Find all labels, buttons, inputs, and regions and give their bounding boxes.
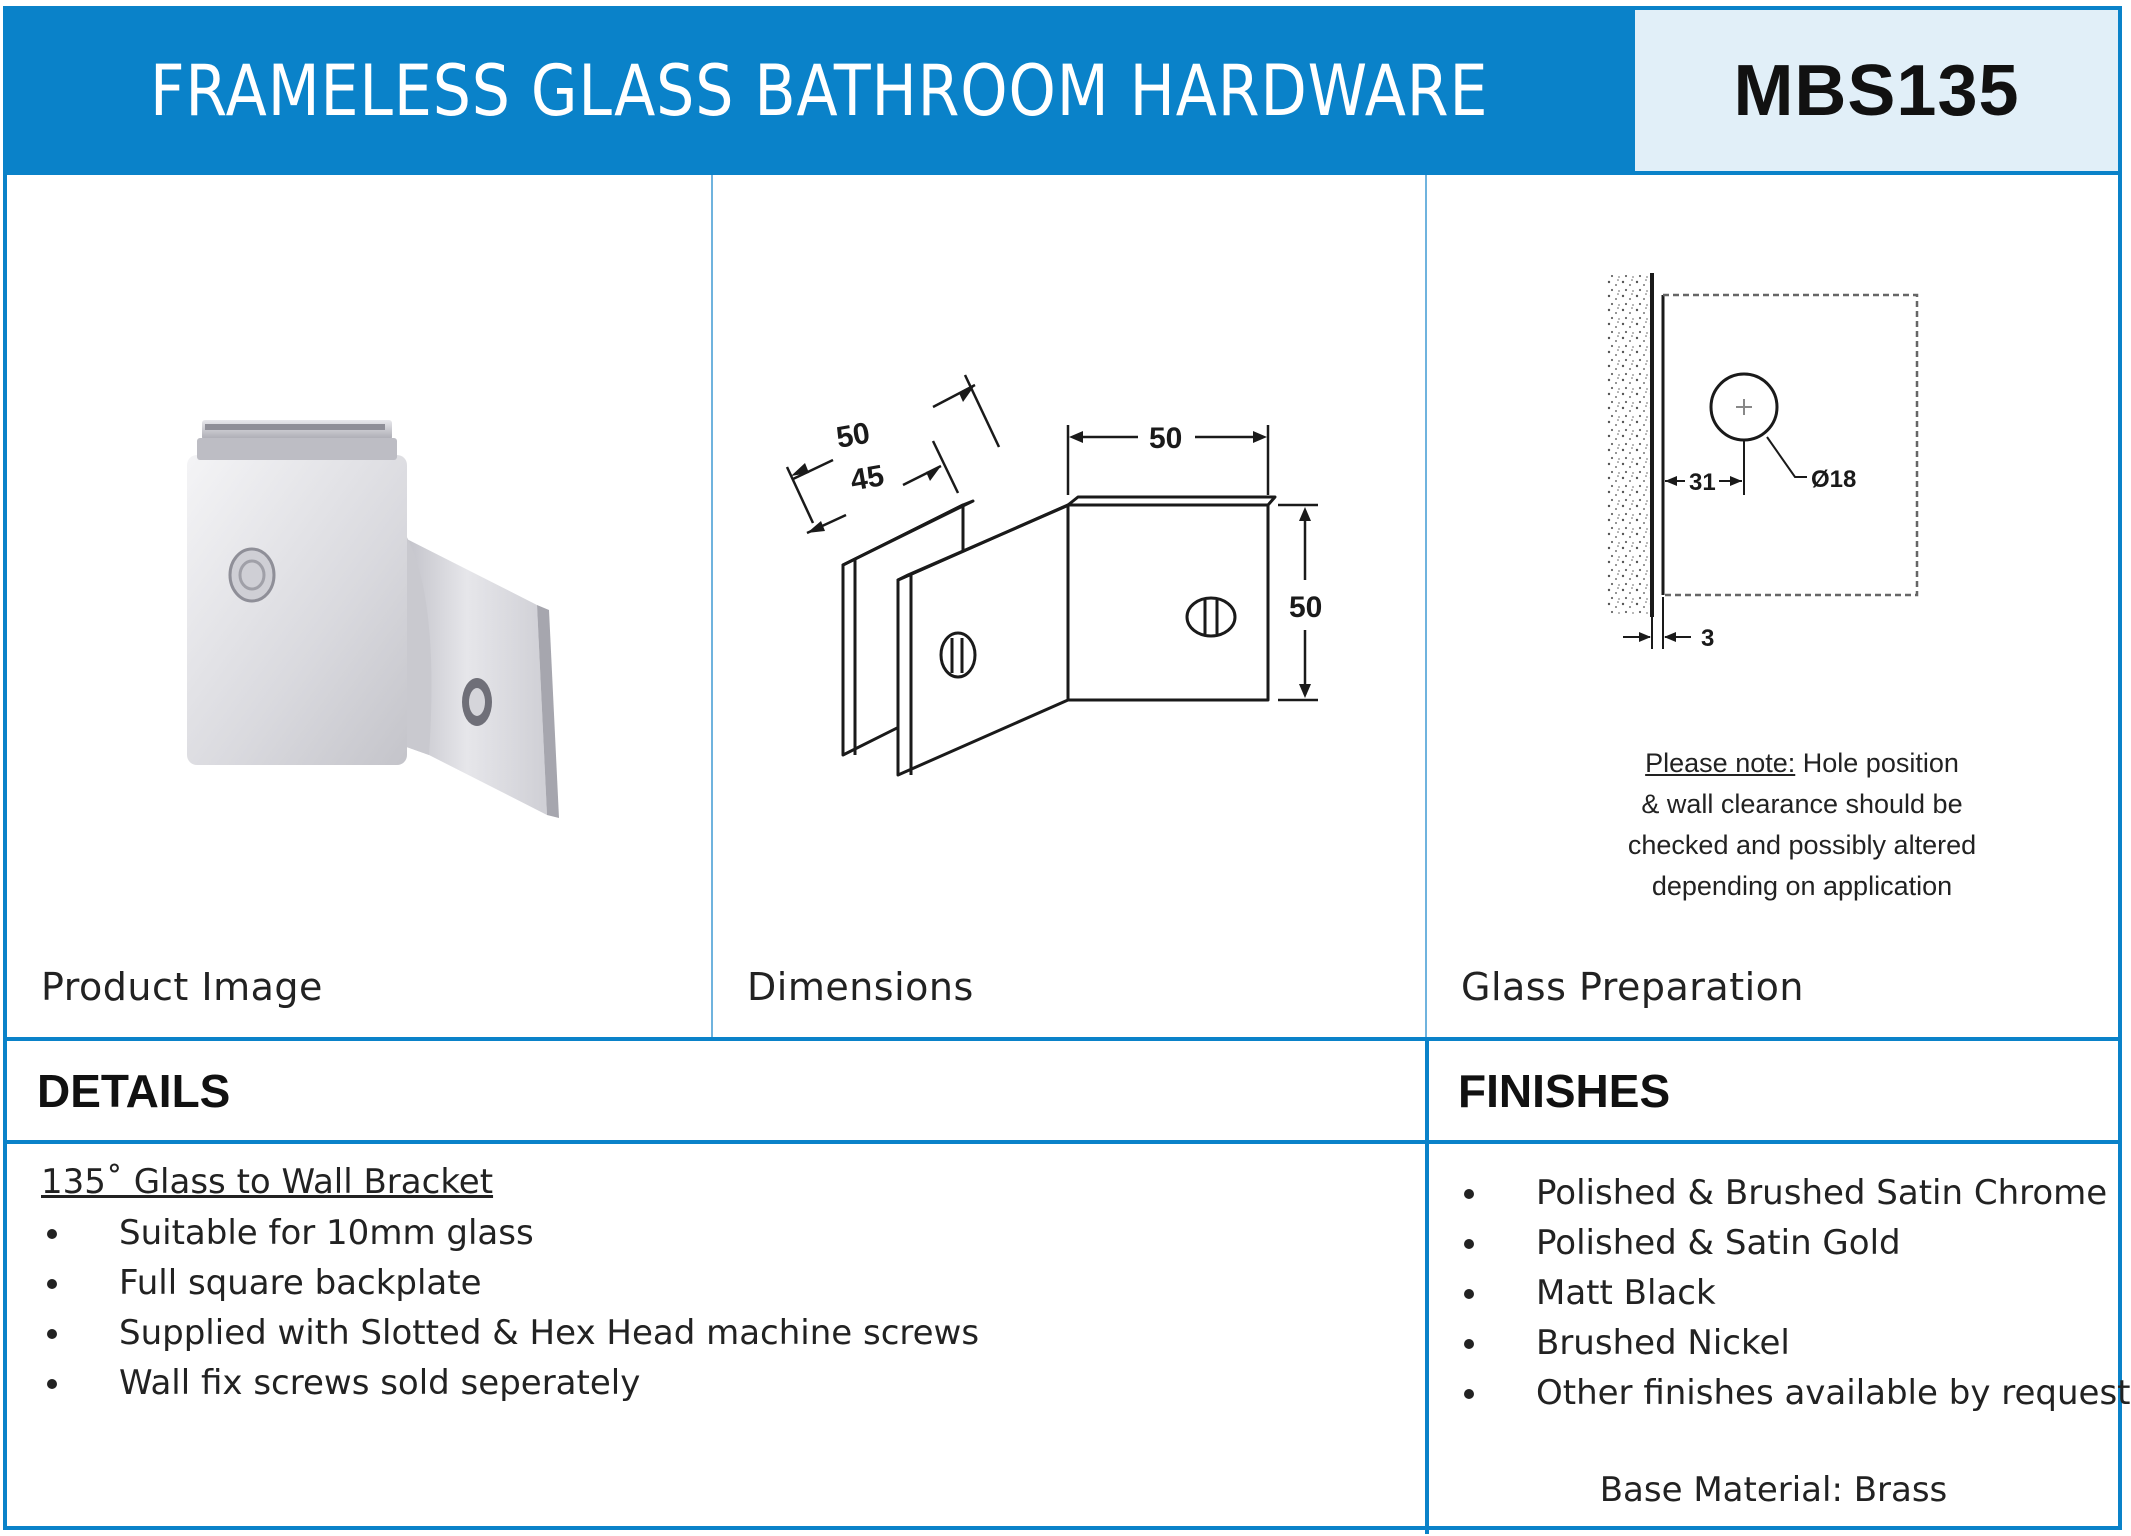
finishes-list	[1458, 1168, 2131, 1418]
finishes-section	[1458, 1168, 2131, 1418]
finish-item: Polished & Satin Gold	[1458, 1218, 2108, 1268]
details-heading: DETAILS	[37, 1064, 231, 1117]
glass-prep-note	[1587, 743, 2017, 907]
details-item: Wall fix screws sold seperately	[41, 1358, 1411, 1408]
note-line-3: checked and possibly altered	[1627, 830, 1977, 860]
details-item: Supplied with Slotted & Hex Head machine screws	[41, 1308, 1411, 1358]
dimension-drawing	[763, 355, 1383, 915]
product-image-label: Product Image	[41, 965, 323, 1009]
product-image-panel	[7, 175, 713, 1037]
dimensions-panel	[713, 175, 1427, 1037]
product-code: MBS135	[1733, 50, 2020, 131]
details-list	[41, 1208, 1411, 1408]
bullet-icon	[1464, 1289, 1474, 1299]
section-divider-heading	[7, 1140, 2118, 1144]
glass-prep-drawing	[1607, 265, 2027, 705]
product-code-box	[1631, 10, 2118, 171]
bullet-icon	[1464, 1189, 1474, 1199]
details-lead: 135˚ Glass to Wall Bracket	[41, 1162, 494, 1202]
finish-item: Polished & Brushed Satin Chrome	[1458, 1168, 2108, 1218]
finishes-heading: FINISHES	[1458, 1064, 1671, 1117]
finish-item: Brushed Nickel	[1458, 1318, 2108, 1368]
details-item: Suitable for 10mm glass	[41, 1208, 1411, 1258]
dim-outer-length: 50	[833, 416, 873, 455]
details-item: Full square backplate	[41, 1258, 1411, 1308]
bullet-icon	[1464, 1389, 1474, 1399]
bullet-icon	[47, 1329, 57, 1339]
glass-edge-offset: 31	[1689, 469, 1716, 496]
bullet-icon	[1464, 1239, 1474, 1249]
product-photo	[167, 410, 587, 830]
bullet-icon	[47, 1379, 57, 1389]
dimensions-label: Dimensions	[747, 965, 974, 1009]
bullet-icon	[1464, 1339, 1474, 1349]
column-divider	[1425, 1037, 1429, 1534]
glass-preparation-panel	[1427, 175, 2118, 1037]
glass-hole-diameter: Ø18	[1811, 466, 1857, 493]
dim-height: 50	[1289, 591, 1323, 624]
dim-wall-plate-width: 50	[1149, 422, 1183, 455]
glass-clearance: 3	[1701, 625, 1715, 652]
header	[7, 10, 2118, 171]
note-line-2: & wall clearance should be	[1641, 789, 1963, 819]
note-line-1: Hole position	[1802, 748, 1959, 778]
finish-item: Matt Black	[1458, 1268, 2108, 1318]
details-section	[41, 1162, 1411, 1408]
finish-item: Other finishes available by request	[1458, 1368, 2108, 1418]
title-bar	[7, 10, 1631, 171]
page-title: FRAMELESS GLASS BATHROOM HARDWARE	[149, 49, 1489, 132]
dim-inner-length: 45	[847, 459, 887, 498]
base-material: Base Material: Brass	[1599, 1470, 1948, 1510]
note-line-4: depending on application	[1651, 871, 1953, 901]
spec-sheet	[3, 6, 2131, 1530]
glass-preparation-label: Glass Preparation	[1461, 965, 1804, 1009]
note-prefix: Please note:	[1645, 748, 1796, 778]
bullet-icon	[47, 1229, 57, 1239]
bullet-icon	[47, 1279, 57, 1289]
